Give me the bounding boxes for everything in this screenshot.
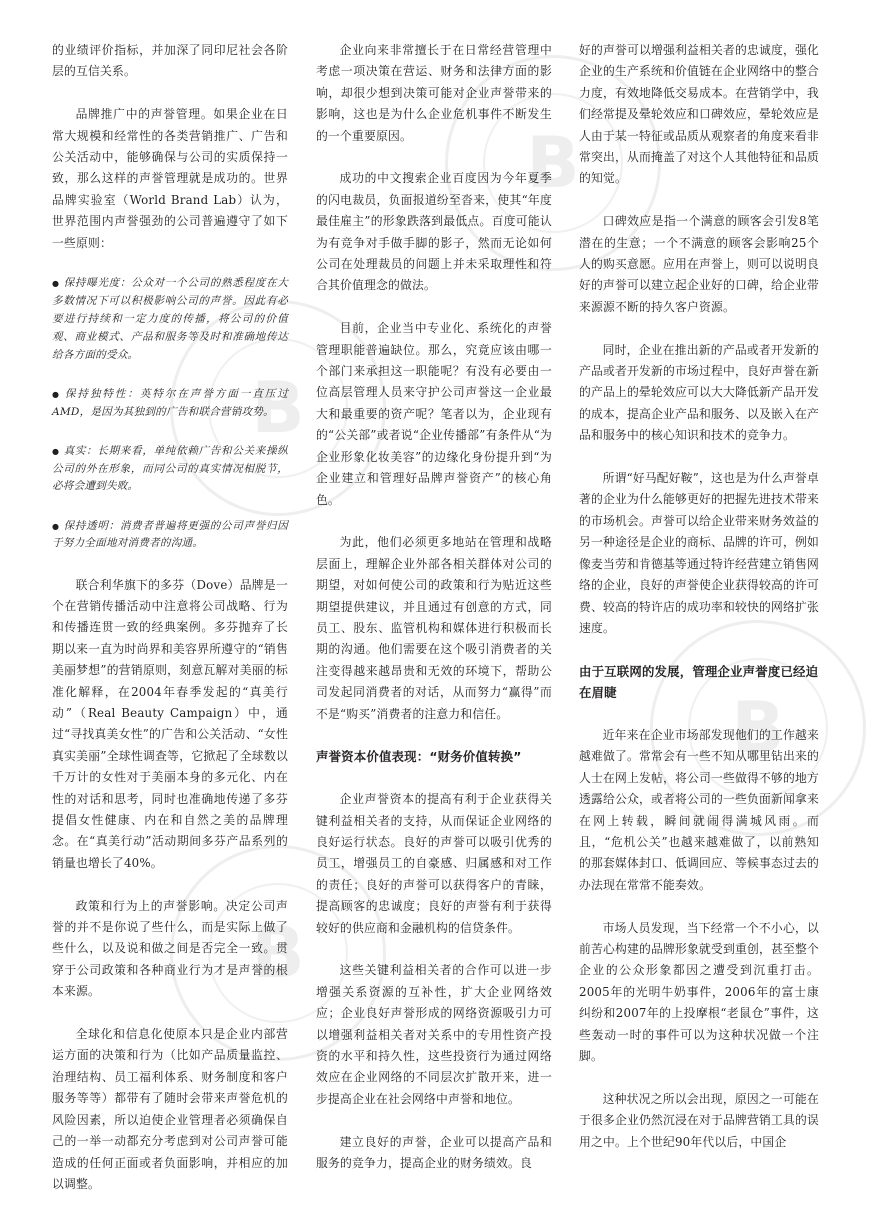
list-item: ● 保持透明：消费者普遍将更强的公司声誉归因于努力全面地对消费者的沟通。: [52, 519, 289, 550]
section-heading: 声誉资本价值表现：“财务价值转换”: [316, 749, 522, 765]
principles-list: [52, 275, 288, 553]
paragraph: 全球化和信息化使原本只是企业内部营运方面的决策和行为（比如产品质量监控、治理结构、员工福利体系、财务制度和客户服务等等）都带有了随时会带来声誉危机的风险因素，所以迫使企业管理者必须确保自己的一举一动都充分考虑到对公司声誉可能造成的任何正面或者负面影响，并相应的加以调整。: [52, 1027, 288, 1191]
paragraph: 政策和行为上的声誉影响。决定公司声誉的并不是你说了些什么，而是实际上做了些什么，以及说和做之间是否完全一致。贯穿于公司政策和各种商业行为才是声誉的根本来源。: [52, 898, 288, 999]
paragraph: 好的声誉可以增强利益相关者的忠诚度，强化企业的生产系统和价值链在企业网络中的整合力度，有效地降低交易成本。在营销学中，我们经常提及晕轮效应和口碑效应，晕轮效应是人由于某一特征或品质从观察者的角度来看非常突出，从而掩盖了对这个人其他特征和品质的知觉。: [579, 43, 819, 186]
list-item: ● 保持曝光度：公众对一个公司的熟悉程度在大多数情况下可以积极影响公司的声誉。因此有必要进行持续和一定力度的传播，将公司的价值观、商业模式、产品和服务等及时和准确地传达给各方面的受众。: [52, 277, 289, 361]
text-column-middle: [316, 40, 552, 1196]
paragraph: 企业声誉资本的提高有利于企业获得关键利益相关者的支持，从而保证企业网络的良好运行状态。良好的声誉可以吸引优秀的员工，增强员工的自豪感、归属感和对工作的责任；良好的声誉可以获得客户的青睐，提高顾客的忠诚度；良好的声誉有利于获得较好的供应商和金融机构的信贷条件。: [316, 792, 552, 935]
seal-letter: B: [251, 912, 305, 994]
paragraph: 近年来在企业市场部发现他们的工作越来越难做了。常常会有一些不知从哪里钻出来的人士在网上发帖，将公司一些做得不够的地方透露给公众，或者将公司的一些负面新闻拿来在网上转载，瞬间就闹得满城风雨。而且，“危机公关”也越来越难做了，以前熟知的那套媒体封口、低调回应、等候事态过去的办法现在常常不能奏效。: [579, 727, 819, 892]
paragraph: 目前，企业当中专业化、系统化的声誉管理职能普遍缺位。那么，究竟应该由哪一个部门来承担这一职能呢？有没有必要由一位高层管理人员来守护公司声誉这一企业最大和最重要的资产呢？笔者以为，企业现有的“公关部”或者说“企业传播部”有条件从“为企业形象化妆美容”的边缘化身份提升到“为企业建立和管理好品牌声誉资产”的核心角色。: [316, 321, 552, 507]
paragraph: 所谓“好马配好鞍”，这也是为什么声誉卓著的企业为什么能够更好的把握先进技术带来的市场机会。声誉可以给企业带来财务效益的另一种途径是企业的商标、品牌的许可，例如像麦当劳和肯德基等通过特许经营建立销售网络的企业，良好的声誉使企业获得较高的许可费、较高的特许店的成功率和较快的网络扩张速度。: [579, 471, 820, 635]
paragraph: 建立良好的声誉，企业可以提高产品和服务的竞争力，提高企业的财务绩效。良: [316, 1134, 552, 1171]
bullet-icon: ●: [52, 389, 61, 399]
paragraph: 为此，他们必须更多地站在管理和战略层面上，理解企业外部各相关群体对公司的期望，对如何使公司的政策和行为贴近这些期望提供建议，并且通过有创意的方式，同员工、股东、监管机构和媒体进行积极而长期的沟通。他们需要在这个吸引消费者的关注变得越来越昂贵和无效的环境下，帮助公司发起同消费者的对话，从而努力“赢得”而不是“购买”消费者的注意力和信任。: [316, 535, 552, 721]
bullet-icon: ●: [52, 279, 60, 289]
paragraph: 品牌推广中的声誉管理。如果企业在日常大规模和经常性的各类营销推广、广告和公关活动中，能够确保与公司的实质保持一致，那么这样的声誉管理就是成功的。世界品牌实验室（World Brand Lab）认为，世界范围内声誉强劲的公司普遍遵守了如下一些原则：: [52, 107, 288, 250]
paragraph: 成功的中文搜索企业百度因为今年夏季的闪电裁员，负面报道纷至沓来，使其“年度最佳雇主”的形象跌落到最低点。百度可能认为有竞争对手做手脚的影子，然而无论如何公司在处理裁员的问题上并未采取理性和符合其价值理念的做法。: [316, 171, 552, 293]
paragraph: 的业绩评价指标，并加深了同印尼社会各阶层的互信关系。: [52, 43, 288, 79]
paragraph: 市场人员发现，当下经常一个不小心，以前苦心构建的品牌形象就受到重创，甚至整个企业的公众形象都因之遭受到沉重打击。2005年的光明牛奶事件，2006年的富士康纠纷和2007年的上投摩根“老鼠仓”事件，这些轰动一时的事件可以为这种状况做一个注脚。: [579, 920, 819, 1063]
seal-letter: B: [251, 367, 305, 449]
text-column-left: [52, 40, 288, 1217]
seal-letter: B: [731, 687, 785, 769]
bullet-icon: ●: [52, 521, 60, 531]
paragraph: 口碑效应是指一个满意的顾客会引发8笔潜在的生意；一个不满意的顾客会影响25个人的购买意愿。应用在声誉上，则可以说明良好的声誉可以建立起企业好的口碑，给企业带来源源不断的持久客户资源。: [579, 214, 819, 314]
paragraph: 这种状况之所以会出现，原因之一可能在于很多企业仍然沉浸在对于品牌营销工具的误用之中。上个世纪90年代以后，中国企: [579, 1091, 819, 1149]
paragraph: 同时，企业在推出新的产品或者开发新的产品或者开发新的市场过程中，良好声誉在新的产品上的晕轮效应可以大大降低新产品开发的成本，提高企业产品和服务、以及嵌入在产品和服务中的核心知识和技术的竞争力。: [579, 342, 819, 443]
paragraph: 联合利华旗下的多芬（Dove）品牌是一个在营销传播活动中注意将公司战略、行为和传播连贯一致的经典案例。多芬抛弃了长期以来一直为时尚界和美容界所遵守的“销售美丽梦想”的营销原则，刻意瓦解对美丽的标准化解释，在2004年春季发起的“真美行动”（Real Beauty Campaign）中，通过“寻找真美女性”的广告和公关活动、“女性真实美丽”全球性调查等，它掀起了全球数以千万计的女性对于美丽本身的多元化、内在性的对话和思考，同时也准确地传递了多芬提倡女性健康、内在和自然之美的品牌理念。在“真美行动”活动期间多芬产品系列的销量也增长了40%。: [52, 577, 288, 870]
section-heading: 由于互联网的发展，管理企业声誉度已经迫在眉睫: [579, 663, 819, 701]
list-item: ● 真实：长期来看，单纯依赖广告和公关来操纵公司的外在形象，而同公司的真实情况相脱节，必将会遭到失败。: [52, 444, 289, 493]
seal-letter: B: [526, 122, 580, 204]
bullet-icon: ●: [52, 446, 60, 456]
text-column-right: [579, 40, 819, 1174]
list-item: ● 保持独特性：英特尔在声誉方面一直压过AMD，是因为其独到的广告和联合营销攻势。: [52, 387, 288, 418]
paragraph: 企业向来非常擅长于在日常经营管理中考虑一项决策在营运、财务和法律方面的影响，却很少想到决策可能对企业声誉带来的影响，这也是为什么企业危机事件不断发生的一个重要原因。: [316, 43, 552, 143]
paragraph: 这些关键利益相关者的合作可以进一步增强关系资源的互补性，扩大企业网络效应；企业良好声誉形成的网络资源吸引力可以增强利益相关者对关系中的专用性资产投资的水平和持久性，这些投资行为通过网络效应在企业网络的不同层次扩散开来，进一步提高企业在社会网络中声誉和地位。: [316, 963, 552, 1106]
